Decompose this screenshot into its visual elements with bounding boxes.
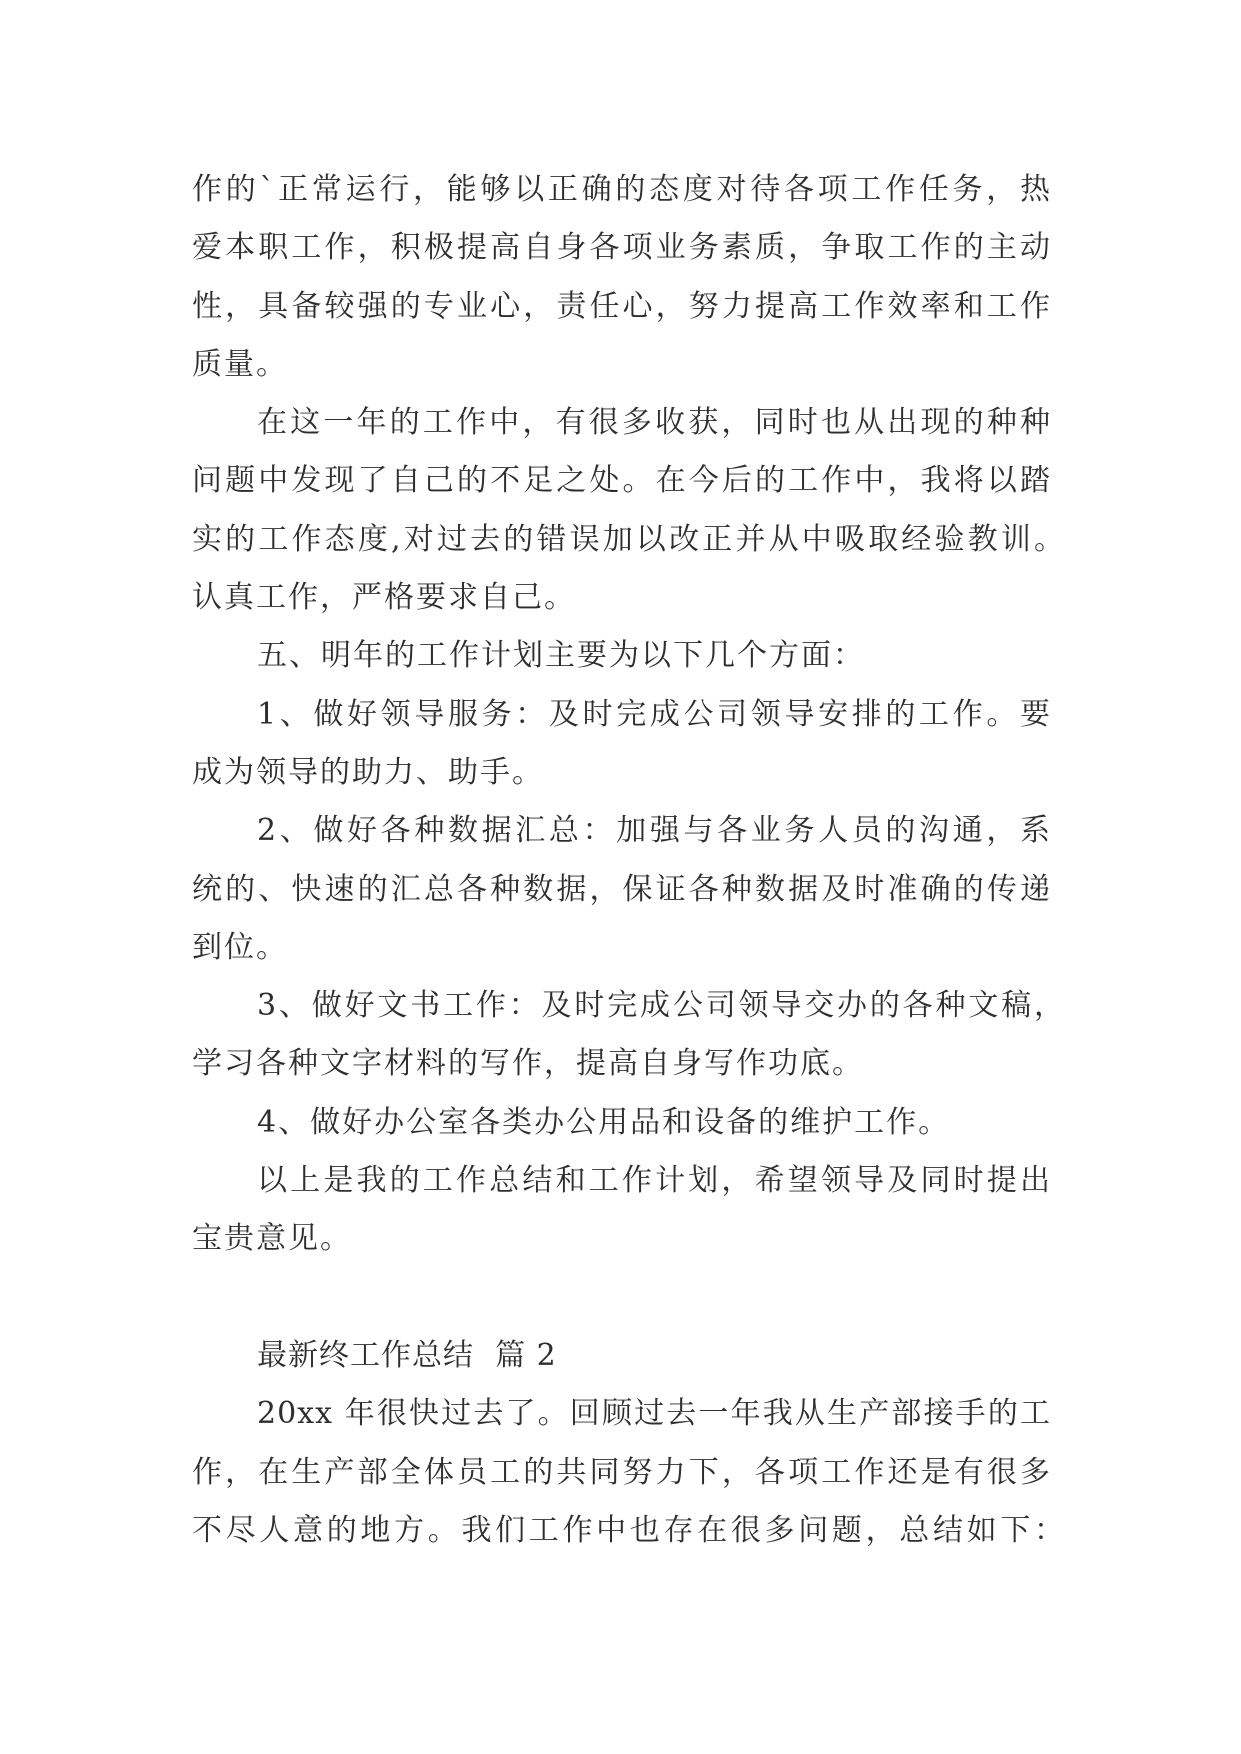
section-heading: 最新终工作总结 篇 2 (257, 1337, 557, 1373)
text-line: 宝贵意见。 (192, 1221, 352, 1257)
text-line: 4、做好办公室各类办公用品和设备的维护工作。 (257, 1104, 951, 1140)
text-line: 不尽人意的地方。我们工作中也存在很多问题，总结如下： (192, 1512, 1065, 1548)
text-line: 爱本职工作，积极提高自身各项业务素质，争取工作的主动 (192, 230, 1051, 266)
text-line: 3、做好文书工作：及时完成公司领导交办的各种文稿， (257, 988, 1065, 1024)
paragraph (192, 627, 1051, 685)
section-heading-block (192, 1327, 1051, 1385)
paragraph (192, 1152, 1051, 1269)
text-line: 成为领导的助力、助手。 (192, 754, 544, 790)
paragraph (192, 977, 1065, 1094)
paragraph (192, 394, 1065, 627)
text-line: 2、做好各种数据汇总：加强与各业务人员的沟通，系 (257, 813, 1051, 849)
text-line: 认真工作，严格要求自己。 (192, 580, 576, 616)
text-line: 性，具备较强的专业心，责任心，努力提高工作效率和工作 (192, 288, 1051, 324)
paragraph (192, 1094, 1051, 1152)
text-line: 作的`正常运行，能够以正确的态度对待各项工作任务，热 (192, 172, 1051, 207)
text-line: 学习各种文字材料的写作，提高自身写作功底。 (192, 1046, 864, 1082)
text-line: 20xx 年很快过去了。回顾过去一年我从生产部接手的工 (257, 1396, 1051, 1432)
document-body (192, 161, 1065, 1560)
blank-line (192, 1269, 1051, 1327)
text-line: 质量。 (192, 346, 288, 382)
paragraph (192, 1385, 1065, 1560)
paragraph (192, 686, 1051, 803)
paragraph (192, 161, 1051, 394)
text-line: 五、明年的工作计划主要为以下几个方面： (257, 638, 865, 674)
text-line: 问题中发现了自己的不足之处。在今后的工作中，我将以踏 (192, 463, 1051, 499)
text-line: 作，在生产部全体员工的共同努力下，各项工作还是有很多 (192, 1454, 1051, 1490)
text-line: 到位。 (192, 929, 288, 965)
text-line: 1、做好领导服务：及时完成公司领导安排的工作。要 (257, 696, 1051, 732)
text-line: 实的工作态度,对过去的错误加以改正并从中吸取经验教训。 (192, 521, 1065, 557)
paragraph (192, 802, 1051, 977)
text-line: 以上是我的工作总结和工作计划，希望领导及同时提出 (257, 1163, 1051, 1199)
text-line: 统的、快速的汇总各种数据，保证各种数据及时准确的传递 (192, 871, 1051, 907)
text-line: 在这一年的工作中，有很多收获，同时也从出现的种种 (257, 405, 1051, 441)
